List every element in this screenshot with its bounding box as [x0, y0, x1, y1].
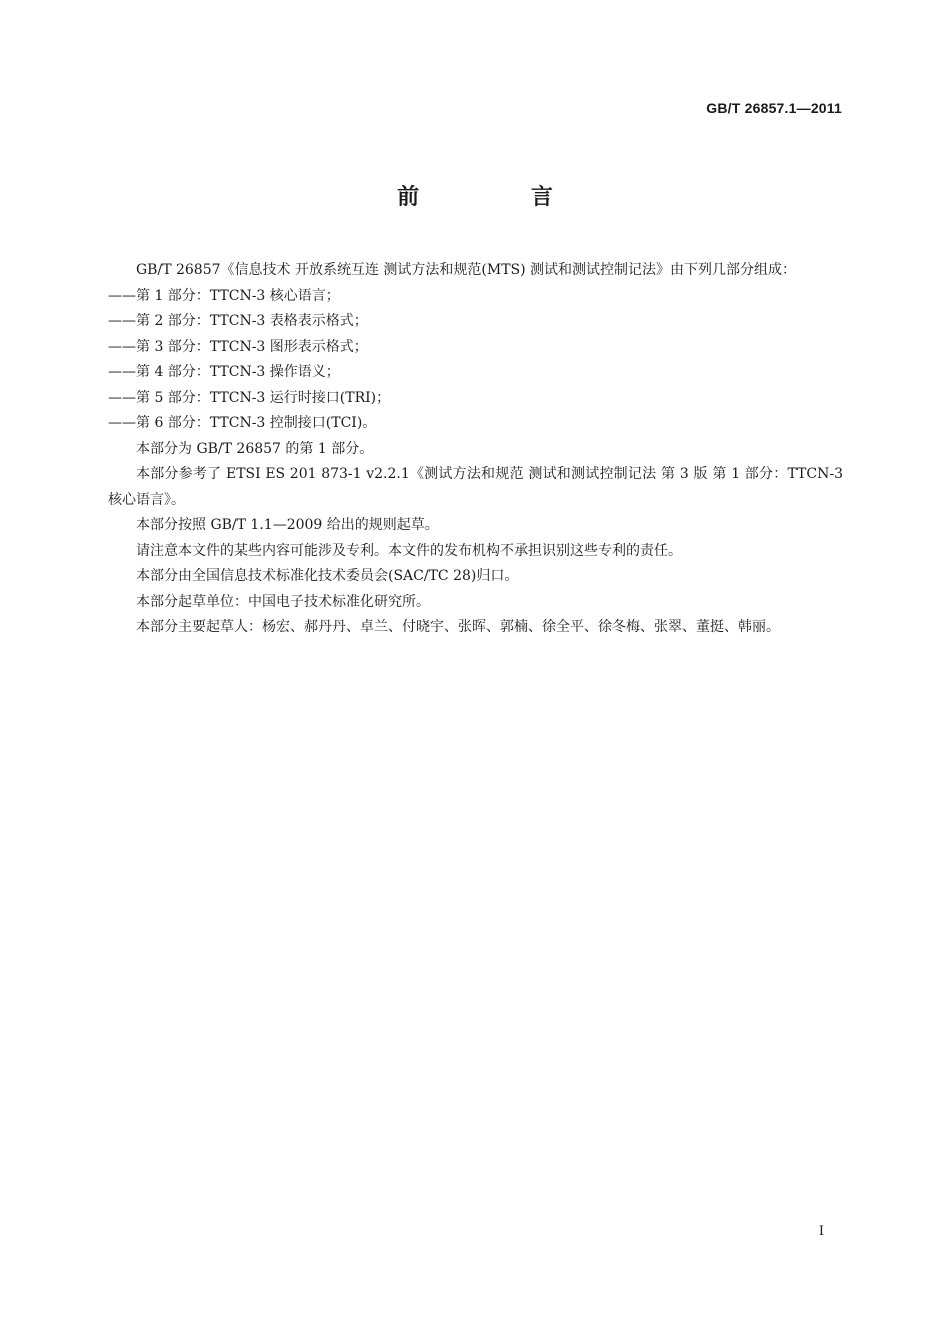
committee-statement: 本部分由全国信息技术标准化技术委员会(SAC/TC 28)归口。	[136, 568, 519, 584]
intro-paragraph: GB/T 26857《信息技术 开放系统互连 测试方法和规范(MTS) 测试和测试控制记法》由下列几部分组成：	[136, 262, 797, 278]
page-title: 前 言	[397, 185, 605, 210]
drafting-unit: 本部分起草单位：中国电子技术标准化研究所。	[136, 593, 430, 610]
patent-notice: 请注意本文件的某些内容可能涉及专利。本文件的发布机构不承担识别这些专利的责任。	[136, 542, 682, 559]
list-item: ——第 5 部分：TTCN-3 运行时接口(TRI)；	[108, 389, 391, 406]
reference-statement: 本部分参考了 ETSI ES 201 873-1 v2.2.1《测试方法和规范 测试和测试控制记法 第 3 版 第 1 部分：TTCN-3 核心语言》。	[108, 466, 843, 508]
standard-number: GB/T 26857.1—2011	[706, 100, 842, 116]
list-item: ——第 6 部分：TTCN-3 控制接口(TCI)。	[108, 415, 377, 431]
part-statement: 本部分为 GB/T 26857 的第 1 部分。	[136, 440, 374, 457]
list-item: ——第 4 部分：TTCN-3 操作语义；	[108, 364, 340, 380]
drafting-rules-statement: 本部分按照 GB/T 1.1—2009 给出的规则起草。	[136, 517, 439, 533]
page-number: I	[818, 1224, 824, 1239]
drafters-list: 本部分主要起草人：杨宏、郝丹丹、卓兰、付晓宇、张晖、郭楠、徐全平、徐冬梅、张翠、董挺、韩丽。	[136, 619, 780, 635]
list-item: ——第 2 部分：TTCN-3 表格表示格式；	[108, 313, 368, 329]
foreword-body	[108, 258, 843, 641]
list-item: ——第 1 部分：TTCN-3 核心语言；	[108, 287, 340, 304]
list-item: ——第 3 部分：TTCN-3 图形表示格式；	[108, 338, 368, 355]
